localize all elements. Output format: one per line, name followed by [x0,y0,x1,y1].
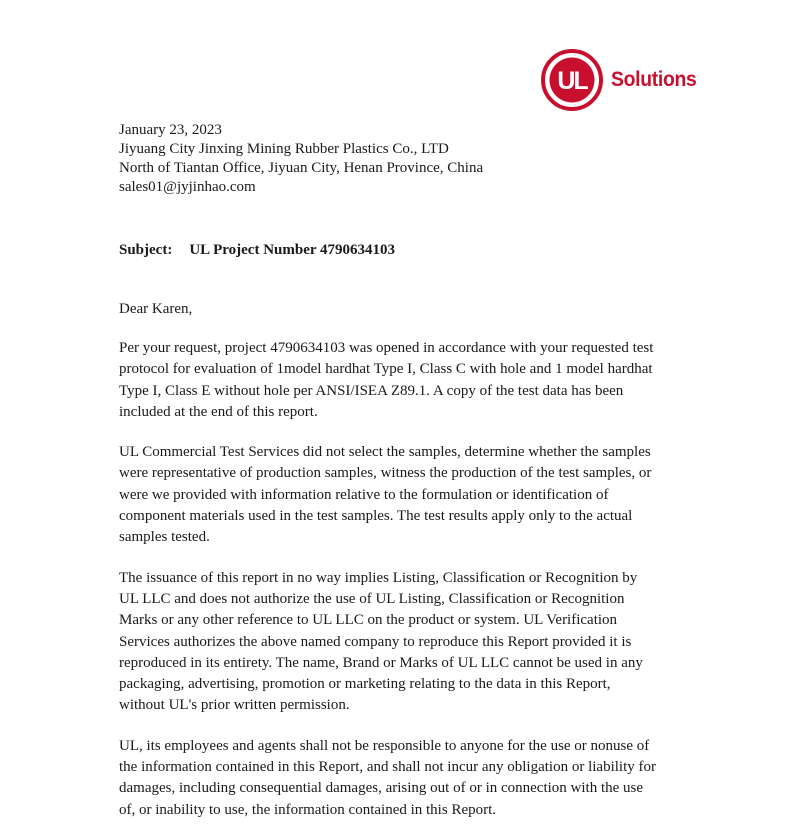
paragraph-line: The issuance of this report in no way implies Listing, Classification or Recognition by [119,569,638,586]
letter-body [119,121,719,821]
paragraph-line: the information contained in this Report, and shall not incur any obligation or liability for [119,759,656,776]
paragraph-line: reproduced in its entirety. The name, Brand or Marks of UL LLC cannot be used in any [119,654,643,671]
paragraph-line: were we provided with information relative to the formulation or identification of [119,486,609,503]
paragraph-line: Type I, Class E without hole per ANSI/ISEA Z89.1. A copy of the test data has been [119,382,624,399]
ul-logo-mark: UL [557,67,587,95]
paragraph-line: were representative of production samples, witness the production of the test samples, or [119,465,652,482]
paragraph-line: without UL's prior written permission. [119,697,350,714]
recipient-address: North of Tiantan Office, Jiyuan City, Henan Province, China [119,160,484,176]
subject-text: UL Project Number 4790634103 [189,242,395,258]
paragraph-line: damages, including consequential damages, arising out of or in connection with the use [119,780,644,797]
salutation: Dear Karen, [119,301,193,317]
paragraph-line: component materials used in the test samples. The test results apply only to the actual [119,508,633,525]
paragraph-samples [119,442,719,548]
paragraph-request [119,338,719,423]
subject-label: Subject: [119,242,173,258]
paragraph-line: included at the end of this report. [119,403,318,420]
recipient-email: sales01@jyjinhao.com [119,179,256,195]
ul-logo-icon [540,48,604,112]
address-block [119,121,719,197]
paragraph-line: protocol for evaluation of 1model hardhat Type I, Class C with hole and 1 model hardhat [119,361,653,378]
paragraph-line: UL LLC and does not authorize the use of UL Listing, Classification or Recognition [119,590,625,607]
paragraph-line: Marks or any other reference to UL LLC on the product or system. UL Verification [119,612,618,629]
letter-date: January 23, 2023 [119,122,222,138]
paragraph-line: of, or inability to use, the information contained in this Report. [119,801,497,818]
paragraph-issuance [119,568,719,717]
logo-wordmark: Solutions [611,68,697,91]
recipient-company: Jiyuang City Jinxing Mining Rubber Plastics Co., LTD [119,141,449,157]
paragraph-line: UL, its employees and agents shall not be responsible to anyone for the use or nonuse of [119,737,650,754]
paragraph-line: Services authorizes the above named company to reproduce this Report provided it is [119,633,632,650]
paragraph-line: samples tested. [119,529,210,546]
ul-solutions-logo [540,48,704,112]
paragraph-line: UL Commercial Test Services did not select the samples, determine whether the samples [119,444,651,461]
paragraph-line: Per your request, project 4790634103 was opened in accordance with your requested test [119,340,654,356]
subject-line [119,241,719,260]
paragraph-line: packaging, advertising, promotion or marketing relating to the data in this Report, [119,676,611,693]
paragraph-liability [119,736,719,821]
